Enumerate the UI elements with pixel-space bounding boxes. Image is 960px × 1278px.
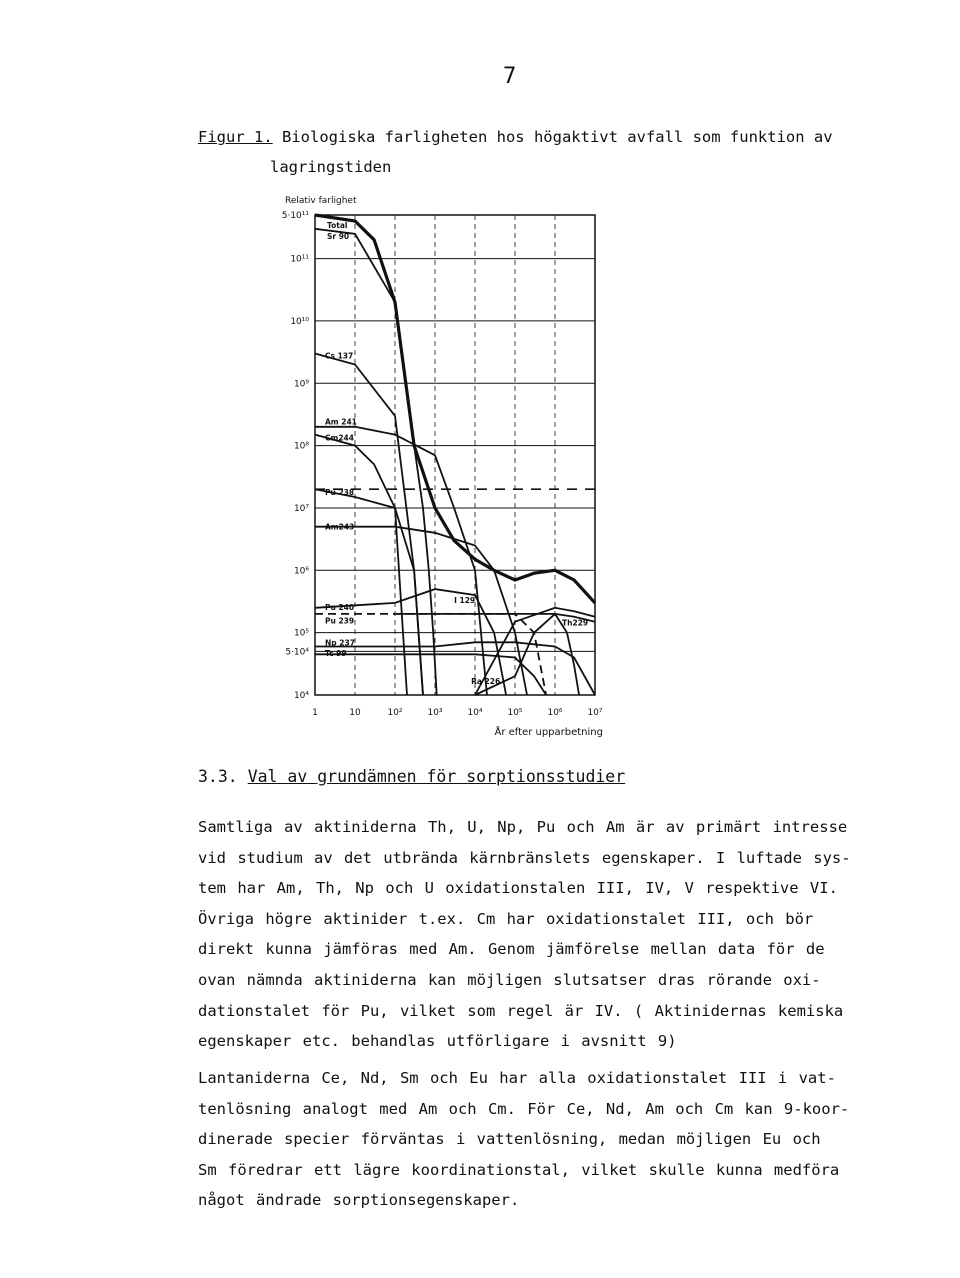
y-tick-label: 5·10⁴ bbox=[285, 647, 309, 658]
paragraph-1-line: Övriga högre aktinider t.ex. Cm har oxidationstalet III, och bör bbox=[198, 909, 814, 928]
caption-line-2: lagringstiden bbox=[270, 158, 392, 176]
figure-caption bbox=[198, 122, 838, 182]
paragraph-1 bbox=[198, 812, 851, 1057]
series-label-cm244: Cm244 bbox=[325, 433, 354, 443]
series-label-th229: Th229 bbox=[562, 618, 589, 628]
series-label-total: Total bbox=[327, 221, 348, 230]
x-tick-label: 10³ bbox=[427, 708, 443, 718]
paragraph-1-line: vid studium av det utbrända kärnbränslets egenskaper. I luftade sys- bbox=[198, 848, 851, 867]
page-number: 7 bbox=[503, 64, 517, 89]
y-tick-label: 10⁷ bbox=[293, 503, 309, 514]
caption-line-1: Biologiska farligheten hos högaktivt avfall som funktion av bbox=[282, 128, 833, 146]
hazard-chart-svg bbox=[270, 190, 620, 750]
y-tick-label: 10¹¹ bbox=[290, 254, 309, 265]
series-label-i129: I 129 bbox=[454, 595, 476, 605]
paragraph-1-line: direkt kunna jämföras med Am. Genom jämförelse mellan data för de bbox=[198, 940, 825, 959]
y-tick-label: 10¹⁰ bbox=[290, 316, 309, 327]
paragraph-1-line: egenskaper etc. behandlas utförligare i avsnitt 9) bbox=[198, 1032, 677, 1051]
y-tick-label: 10⁹ bbox=[293, 379, 309, 390]
y-tick-label: 10⁵ bbox=[293, 628, 309, 639]
x-tick-label: 10 bbox=[349, 708, 361, 718]
y-tick-label: 10⁸ bbox=[293, 441, 309, 452]
hazard-chart bbox=[270, 190, 620, 750]
section-title: Val av grundämnen för sorptionsstudier bbox=[247, 767, 626, 786]
series-line-tc-99 bbox=[315, 654, 546, 695]
series-label-am241: Am 241 bbox=[325, 417, 357, 427]
series-label-am243: Am243 bbox=[325, 522, 355, 532]
series-label-np237: Np 237 bbox=[325, 638, 355, 648]
paragraph-2-line: något ändrade sorptionsegenskaper. bbox=[198, 1191, 520, 1210]
paragraph-2 bbox=[198, 1063, 850, 1216]
paragraph-1-line: ovan nämnda aktiniderna kan möjligen slutsatser dras rörande oxi- bbox=[198, 970, 821, 989]
series-line-np-237 bbox=[315, 642, 595, 695]
y-axis-label: Relativ farlighet bbox=[285, 196, 357, 206]
y-tick-label: 5·10¹¹ bbox=[281, 211, 309, 221]
x-tick-label: 10⁴ bbox=[467, 708, 483, 718]
series-label-pu238: Pu 238 bbox=[325, 488, 355, 498]
paragraph-2-line: Lantaniderna Ce, Nd, Sm och Eu har alla oxidationstalet III i vat- bbox=[198, 1069, 836, 1087]
y-tick-label: 10⁴ bbox=[293, 691, 309, 701]
paragraph-2-line: dinerade specier förväntas i vattenlösning, medan möjligen Eu och bbox=[198, 1130, 821, 1149]
series-label-pu240: Pu 240 bbox=[325, 603, 355, 613]
x-tick-label: 10² bbox=[387, 708, 403, 718]
x-tick-label: 1 bbox=[312, 708, 318, 718]
section-heading bbox=[198, 767, 625, 786]
section-number: 3.3. bbox=[198, 767, 238, 786]
paragraph-1-line: tem har Am, Th, Np och U oxidationstalen III, IV, V respektive VI. bbox=[198, 879, 838, 898]
series-label-pu239: Pu 239 bbox=[325, 616, 355, 626]
x-tick-label: 10⁶ bbox=[547, 708, 563, 718]
figure-label: Figur 1. bbox=[198, 128, 273, 146]
paragraph-1-line: Samtliga av aktiniderna Th, U, Np, Pu och Am är av primärt intresse bbox=[198, 818, 848, 836]
x-tick-label: 10⁷ bbox=[587, 708, 603, 718]
series-label-ra226: Ra 226 bbox=[471, 677, 501, 687]
paragraph-2-line: tenlösning analogt med Am och Cm. För Ce, Nd, Am och Cm kan 9-koor- bbox=[198, 1099, 850, 1118]
series-label-cs137: Cs 137 bbox=[325, 351, 354, 361]
x-axis-label: År efter upparbetning bbox=[494, 727, 603, 738]
paragraph-2-line: Sm föredrar ett lägre koordinationstal, vilket skulle kunna medföra bbox=[198, 1160, 840, 1179]
series-line-pu-238 bbox=[315, 489, 423, 695]
series-label-tc99: Tc 99 bbox=[325, 649, 347, 659]
series-line-total bbox=[315, 215, 595, 603]
series-label-sr90: Sr 90 bbox=[327, 232, 350, 241]
plot-frame bbox=[315, 215, 595, 695]
paragraph-1-line: dationstalet för Pu, vilket som regel är IV. ( Aktinidernas kemiska bbox=[198, 1001, 844, 1020]
y-tick-label: 10⁶ bbox=[293, 566, 309, 577]
x-tick-label: 10⁵ bbox=[507, 708, 523, 718]
